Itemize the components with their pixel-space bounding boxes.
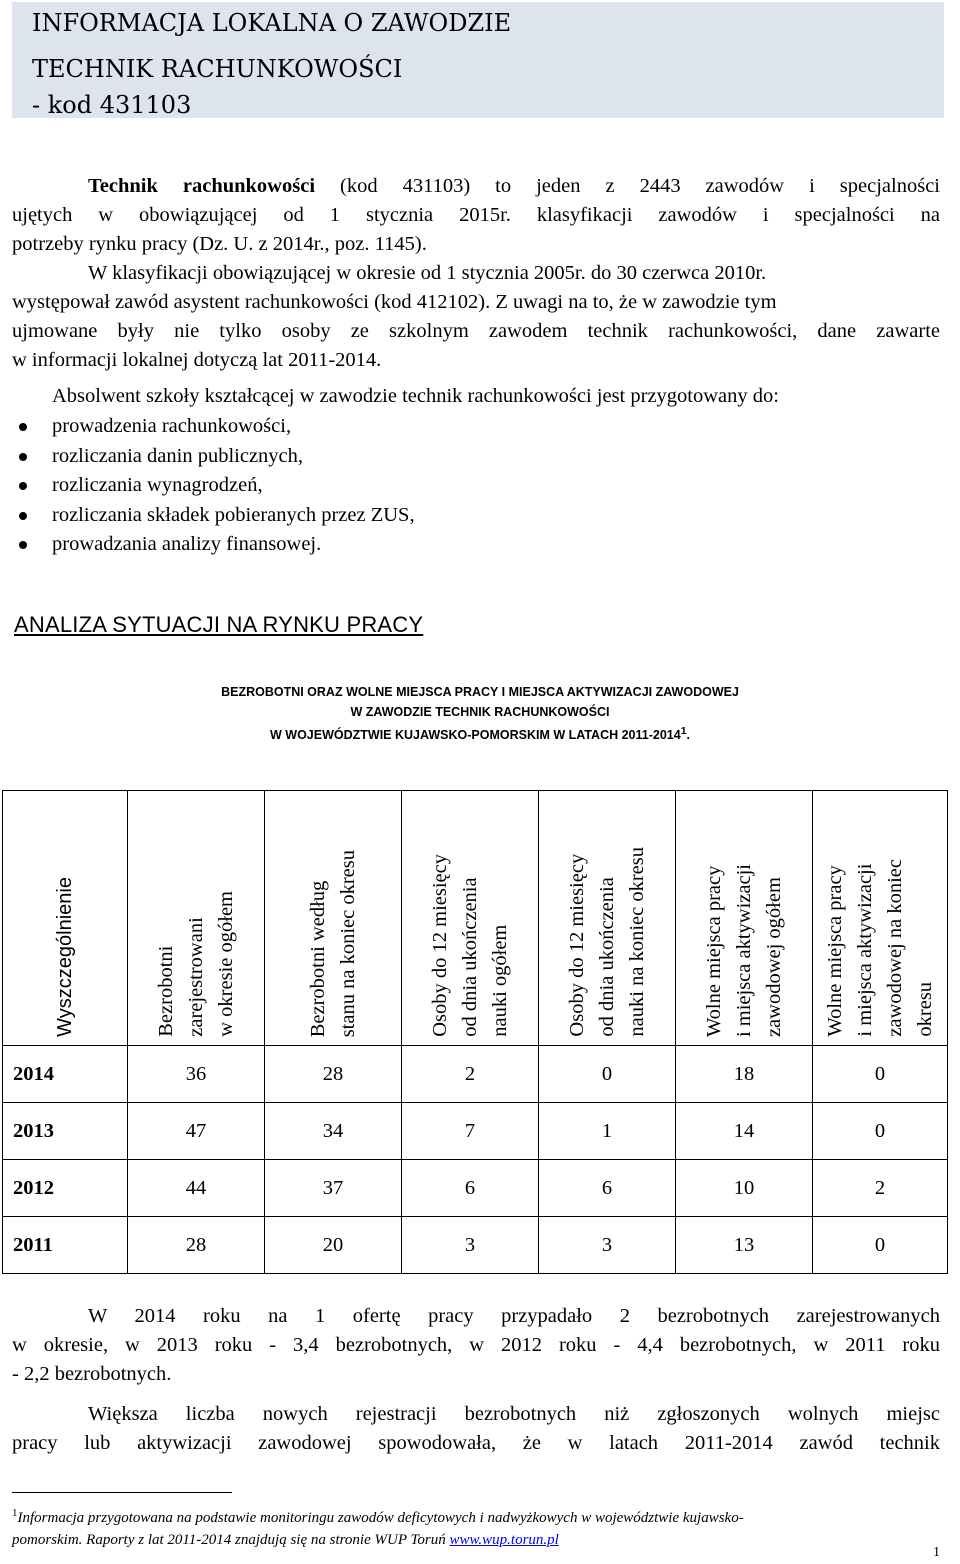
table-title-line-1: BEZROBOTNI ORAZ WOLNE MIEJSCA PRACY I MIEJSCA AKTYWIZACJI ZAWODOWEJ [221, 685, 739, 699]
table-title-line-2: W ZAWODZIE TECHNIK RACHUNKOWOŚCI [350, 705, 610, 719]
summary-line-4: Większa liczba nowych rejestracji bezrobotnych niż zgłoszonych wolnych miejsc [88, 1403, 940, 1425]
bullet-icon [19, 541, 27, 549]
table-cell: 6 [539, 1160, 676, 1217]
header-line-3: - kod 431103 [32, 91, 192, 119]
header-line-2: TECHNIK RACHUNKOWOŚCI [32, 55, 403, 83]
table-cell: 2 [813, 1160, 948, 1217]
table-cell: 37 [265, 1160, 402, 1217]
list-item: rozliczania składek pobieranych przez ZUS, [12, 501, 912, 531]
table-cell: 47 [128, 1103, 265, 1160]
bullet-icon [19, 423, 27, 431]
table-cell: 10 [676, 1160, 813, 1217]
document-header [12, 2, 944, 118]
bullet-icon [19, 482, 27, 490]
unemployment-table [2, 790, 948, 1274]
graduate-intro: Absolwent szkoły kształcącej w zawodzie technik rachunkowości jest przygotowany do: [52, 385, 779, 407]
section-title: ANALIZA SYTUACJI NA RYNKU PRACY [14, 612, 424, 637]
list-item: prowadzania analizy finansowej. [12, 530, 912, 560]
column-header: Osoby do 12 miesięcy od dnia ukończenia nauki na koniec okresu [539, 791, 676, 1046]
table-cell: 3 [402, 1217, 539, 1274]
table-cell: 3 [539, 1217, 676, 1274]
table-cell: 36 [128, 1046, 265, 1103]
intro-line-5: występował zawód asystent rachunkowości (kod 412102). Z uwagi na to, że w zawodzie tym [12, 291, 777, 313]
table-cell: 2012 [3, 1160, 128, 1217]
table-cell: 1 [539, 1103, 676, 1160]
summary-paragraph-1 [12, 1302, 940, 1389]
table-cell: 20 [265, 1217, 402, 1274]
footnote-ref: 1 [680, 726, 687, 737]
intro-line-7: w informacji lokalnej dotyczą lat 2011-2014. [12, 349, 382, 371]
table-title-line-3: W WOJEWÓDZTWIE KUJAWSKO-POMORSKIM W LATACH 2011-2014$^1$. [270, 726, 690, 743]
table-cell: 0 [813, 1046, 948, 1103]
summary-line-1: W 2014 roku na 1 ofertę pracy przypadało 2 bezrobotnych zarejestrowanych [88, 1305, 940, 1327]
table-title [0, 682, 960, 745]
summary-line-3: - 2,2 bezrobotnych. [12, 1363, 172, 1385]
table-cell: 0 [539, 1046, 676, 1103]
intro-bold-term: Technik rachunkowości [88, 175, 316, 197]
table-cell: 14 [676, 1103, 813, 1160]
list-item: rozliczania wynagrodzeń, [12, 471, 912, 501]
table-cell: 2011 [3, 1217, 128, 1274]
intro-line-2: ujętych w obowiązującej od 1 stycznia 2015r. klasyfikacji zawodów i specjalności na [12, 204, 940, 226]
column-header: Wolne miejsca pracy i miejsca aktywizacji zawodowej na koniec okresu [813, 791, 948, 1046]
column-header: Osoby do 12 miesięcy od dnia ukończenia nauki ogółem [402, 791, 539, 1046]
table-cell: 13 [676, 1217, 813, 1274]
summary-paragraph-2 [12, 1400, 940, 1458]
wup-link[interactable]: www.wup.torun.pl [449, 1532, 559, 1548]
summary-line-2: w okresie, w 2013 roku - 3,4 bezrobotnych, w 2012 roku - 4,4 bezrobotnych, w 2011 roku [12, 1334, 940, 1356]
header-line-1: INFORMACJA LOKALNA O ZAWODZIE [32, 9, 512, 37]
table-row [3, 1046, 948, 1103]
skills-list [12, 412, 912, 560]
table-cell: 6 [402, 1160, 539, 1217]
column-header: Bezrobotni zarejestrowani w okresie ogółem [128, 791, 265, 1046]
footnote: $^1$Informacja przygotowana na podstawie monitoringu zawodów deficytowych i nadwyżkowych w województwie kujawsko- pomorskim. Raporty z lat 2011-2014 znajdują się na stronie WUP Toruń www.wup.torun.pl [12, 1507, 744, 1548]
intro-line-1: Technik rachunkowości (kod 431103) to jeden z 2443 zawodów i specjalności [88, 175, 940, 197]
table-cell: 18 [676, 1046, 813, 1103]
table-cell: 0 [813, 1103, 948, 1160]
table-cell: 2013 [3, 1103, 128, 1160]
table-cell: 2014 [3, 1046, 128, 1103]
footnote-number: 1 [12, 1507, 18, 1519]
intro-line-3: potrzeby rynku pracy (Dz. U. z 2014r., poz. 1145). [12, 233, 427, 255]
table-cell: 34 [265, 1103, 402, 1160]
bullet-icon [19, 453, 27, 461]
column-header: Wolne miejsca pracy i miejsca aktywizacji zawodowej ogółem [676, 791, 813, 1046]
table-cell: 7 [402, 1103, 539, 1160]
intro-paragraph [12, 172, 940, 375]
table-cell: 28 [265, 1046, 402, 1103]
table-cell: 0 [813, 1217, 948, 1274]
table-row [3, 1160, 948, 1217]
table-cell: 44 [128, 1160, 265, 1217]
table-cell: 28 [128, 1217, 265, 1274]
table-row [3, 1217, 948, 1274]
table-row [3, 1103, 948, 1160]
list-item: prowadzenia rachunkowości, [12, 412, 912, 442]
footnote-divider [12, 1492, 232, 1493]
page-number: 1 [933, 1545, 940, 1560]
table-cell: 2 [402, 1046, 539, 1103]
list-item: rozliczania danin publicznych, [12, 442, 912, 472]
summary-line-5: pracy lub aktywizacji zawodowej spowodowała, że w latach 2011-2014 zawód technik [12, 1432, 940, 1454]
intro-line-6: ujmowane były nie tylko osoby ze szkolnym zawodem technik rachunkowości, dane zawarte [12, 320, 940, 342]
intro-line-4: W klasyfikacji obowiązującej w okresie od 1 stycznia 2005r. do 30 czerwca 2010r. [88, 262, 767, 284]
column-header: Wyszczególnienie [3, 791, 128, 1046]
table-header-row [3, 791, 948, 1046]
bullet-icon [19, 512, 27, 520]
column-header: Bezrobotni według stanu na koniec okresu [265, 791, 402, 1046]
